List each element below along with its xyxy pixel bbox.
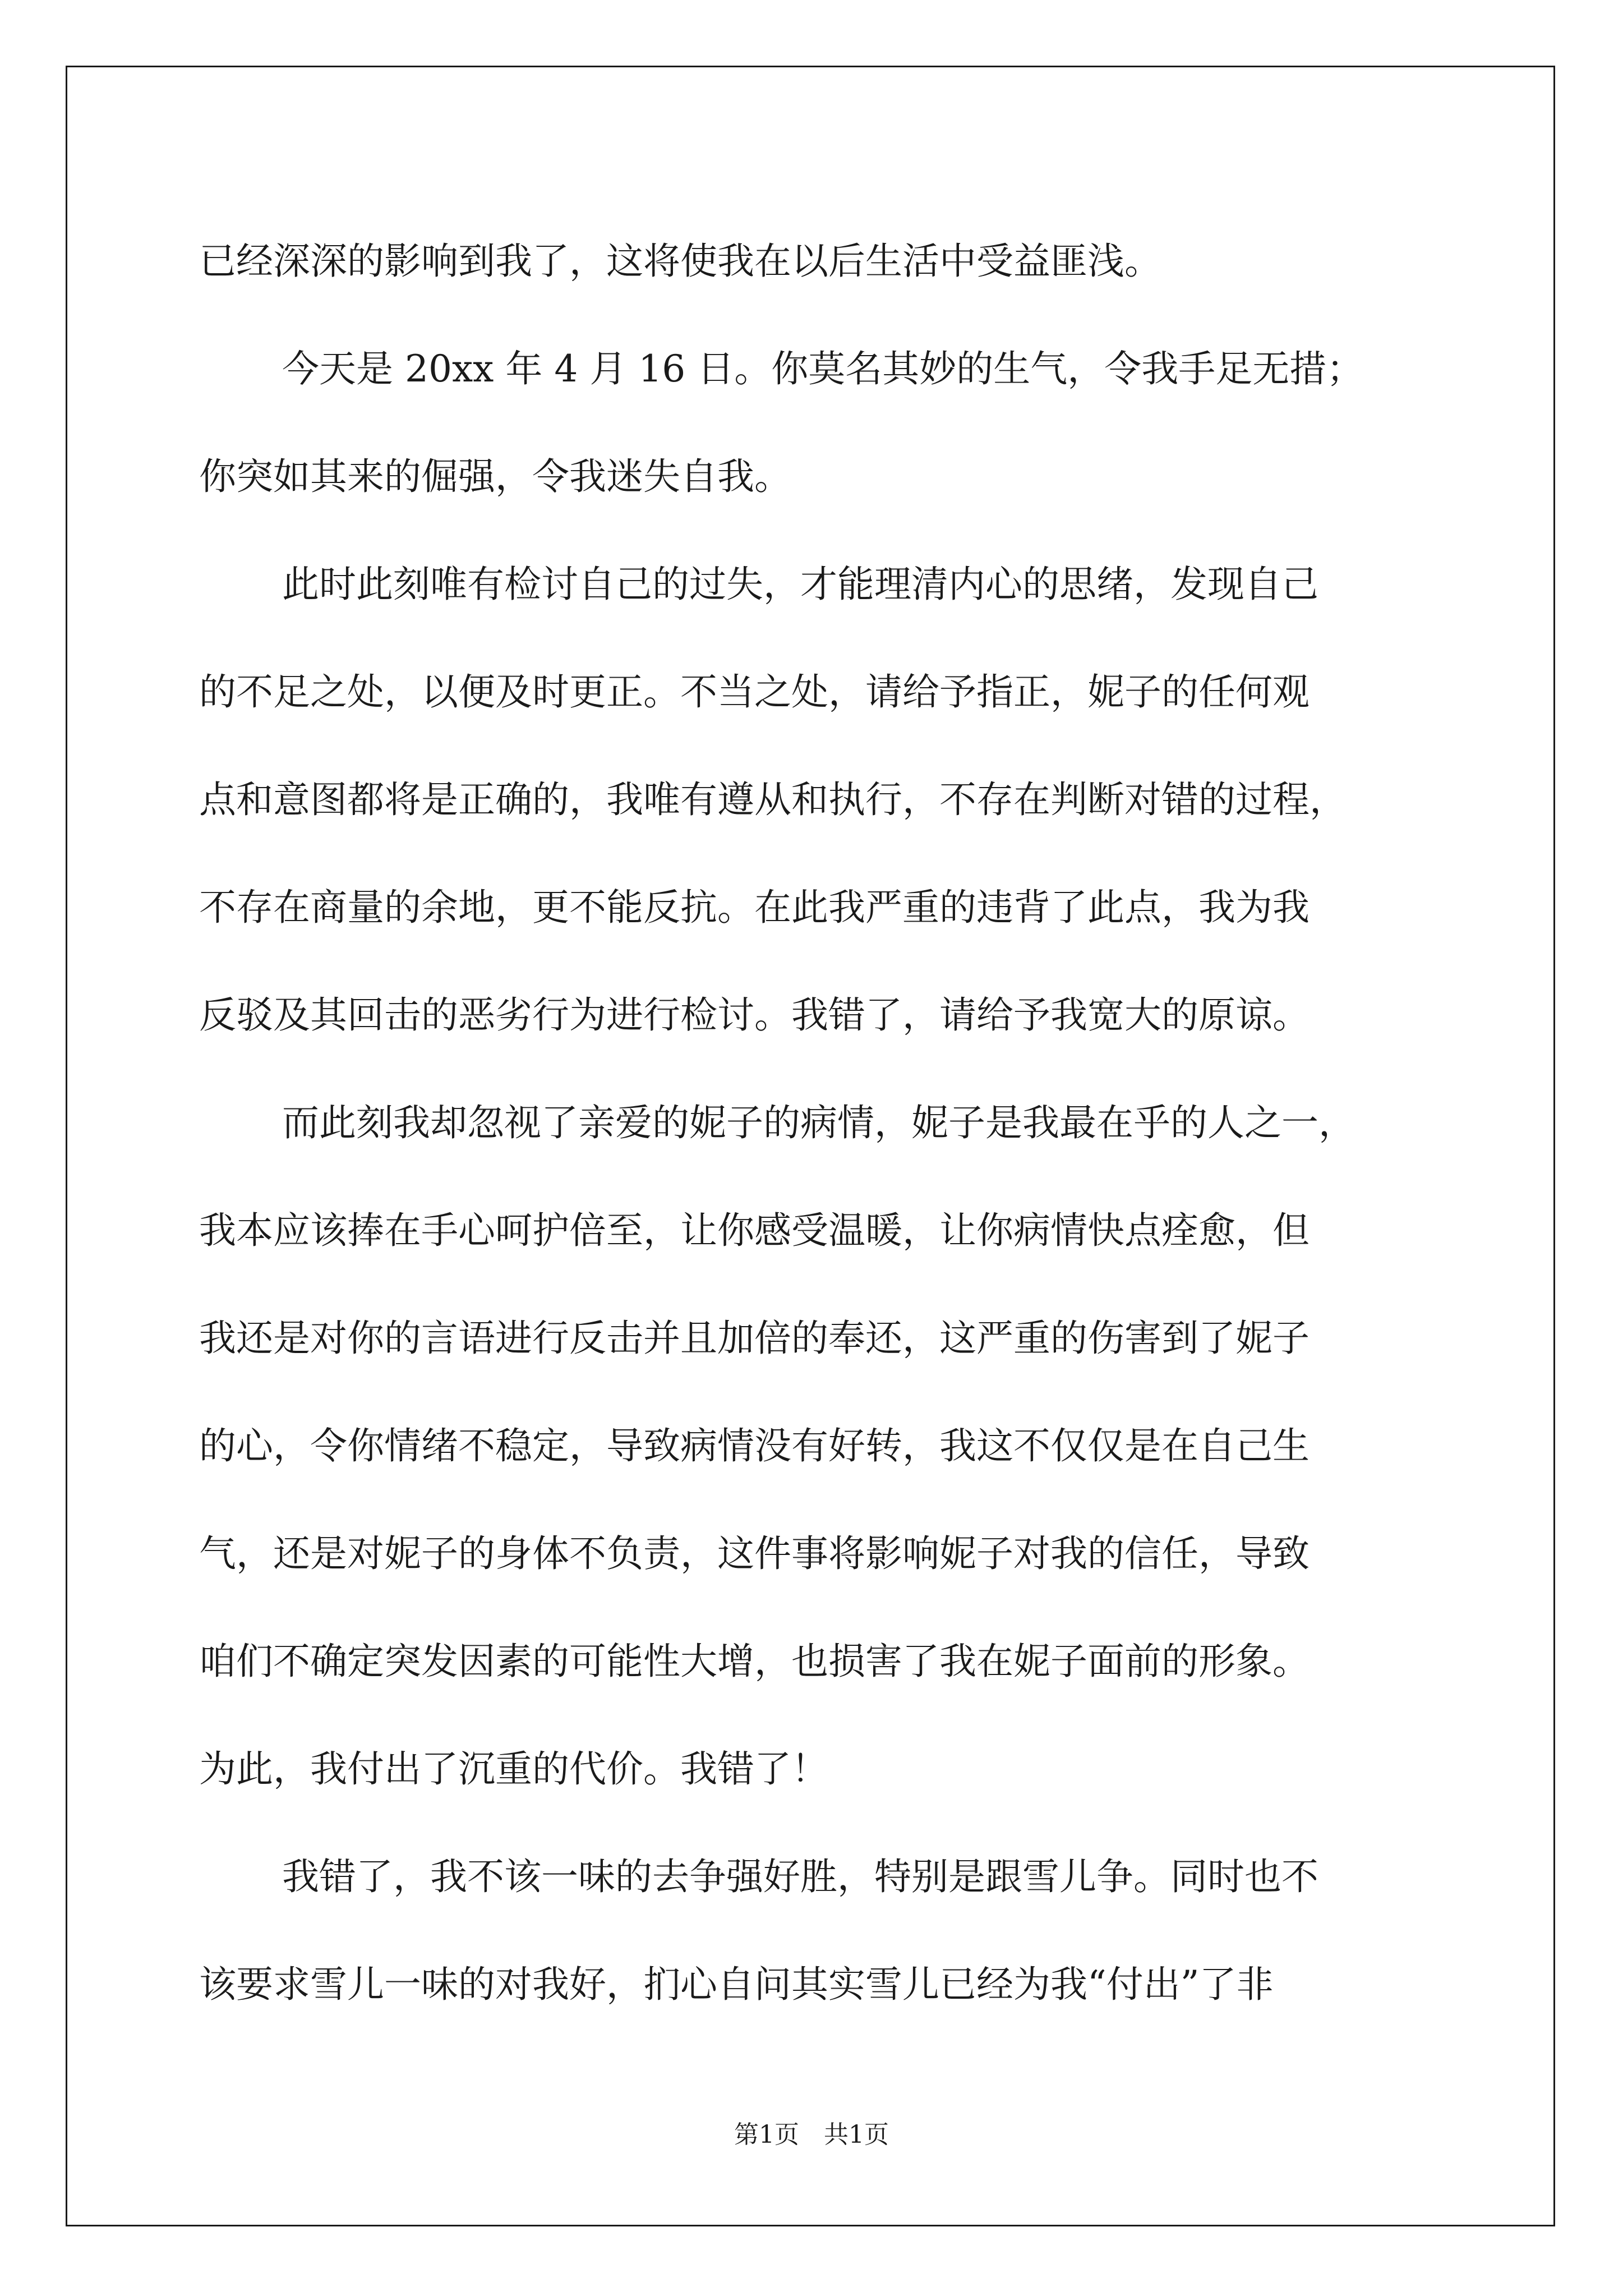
text-line-11: 我还是对你的言语进行反击并且加倍的奉还，这严重的伤害到了妮子 bbox=[199, 1317, 1310, 1360]
text-line-5: 的不足之处，以便及时更正。不当之处，请给予指正，妮子的任何观 bbox=[199, 670, 1310, 714]
page-footer: 第1页 共1页 bbox=[734, 2120, 889, 2149]
text-line-2: 今天是 20xx 年 4 月 16 日。你莫名其妙的生气，令我手足无措； bbox=[282, 347, 1364, 390]
text-line-4: 此时此刻唯有检讨自己的过失，才能理清内心的思绪，发现自己 bbox=[282, 563, 1318, 606]
text-line-1: 已经深深的影响到我了，这将使我在以后生活中受益匪浅。 bbox=[199, 240, 1161, 283]
text-line-17: 该要求雪儿一味的对我好，扪心自问其实雪儿已经为我“付出”了非 bbox=[199, 1963, 1274, 2006]
text-line-13: 气，还是对妮子的身体不负责，这件事将影响妮子对我的信任，导致 bbox=[199, 1532, 1310, 1575]
text-line-8: 反驳及其回击的恶劣行为进行检讨。我错了，请给予我宽大的原谅。 bbox=[199, 993, 1310, 1037]
text-line-9: 而此刻我却忽视了亲爱的妮子的病情，妮子是我最在乎的人之一， bbox=[282, 1101, 1355, 1144]
text-line-6: 点和意图都将是正确的，我唯有遵从和执行，不存在判断对错的过程， bbox=[199, 778, 1347, 821]
text-line-10: 我本应该捧在手心呵护倍至，让你感受温暖，让你病情快点痊愈，但 bbox=[199, 1209, 1310, 1252]
document-body bbox=[199, 208, 1433, 2039]
text-line-7: 不存在商量的余地，更不能反抗。在此我严重的违背了此点，我为我 bbox=[199, 886, 1310, 929]
text-line-3: 你突如其来的倔强，令我迷失自我。 bbox=[199, 455, 791, 498]
text-line-16: 我错了，我不该一味的去争强好胜，特别是跟雪儿争。同时也不 bbox=[282, 1855, 1318, 1898]
text-line-14: 咱们不确定突发因素的可能性大增，也损害了我在妮子面前的形象。 bbox=[199, 1640, 1310, 1683]
text-line-12: 的心，令你情绪不稳定，导致病情没有好转，我这不仅仅是在自己生 bbox=[199, 1424, 1310, 1467]
text-line-15: 为此，我付出了沉重的代价。我错了！ bbox=[199, 1747, 828, 1791]
